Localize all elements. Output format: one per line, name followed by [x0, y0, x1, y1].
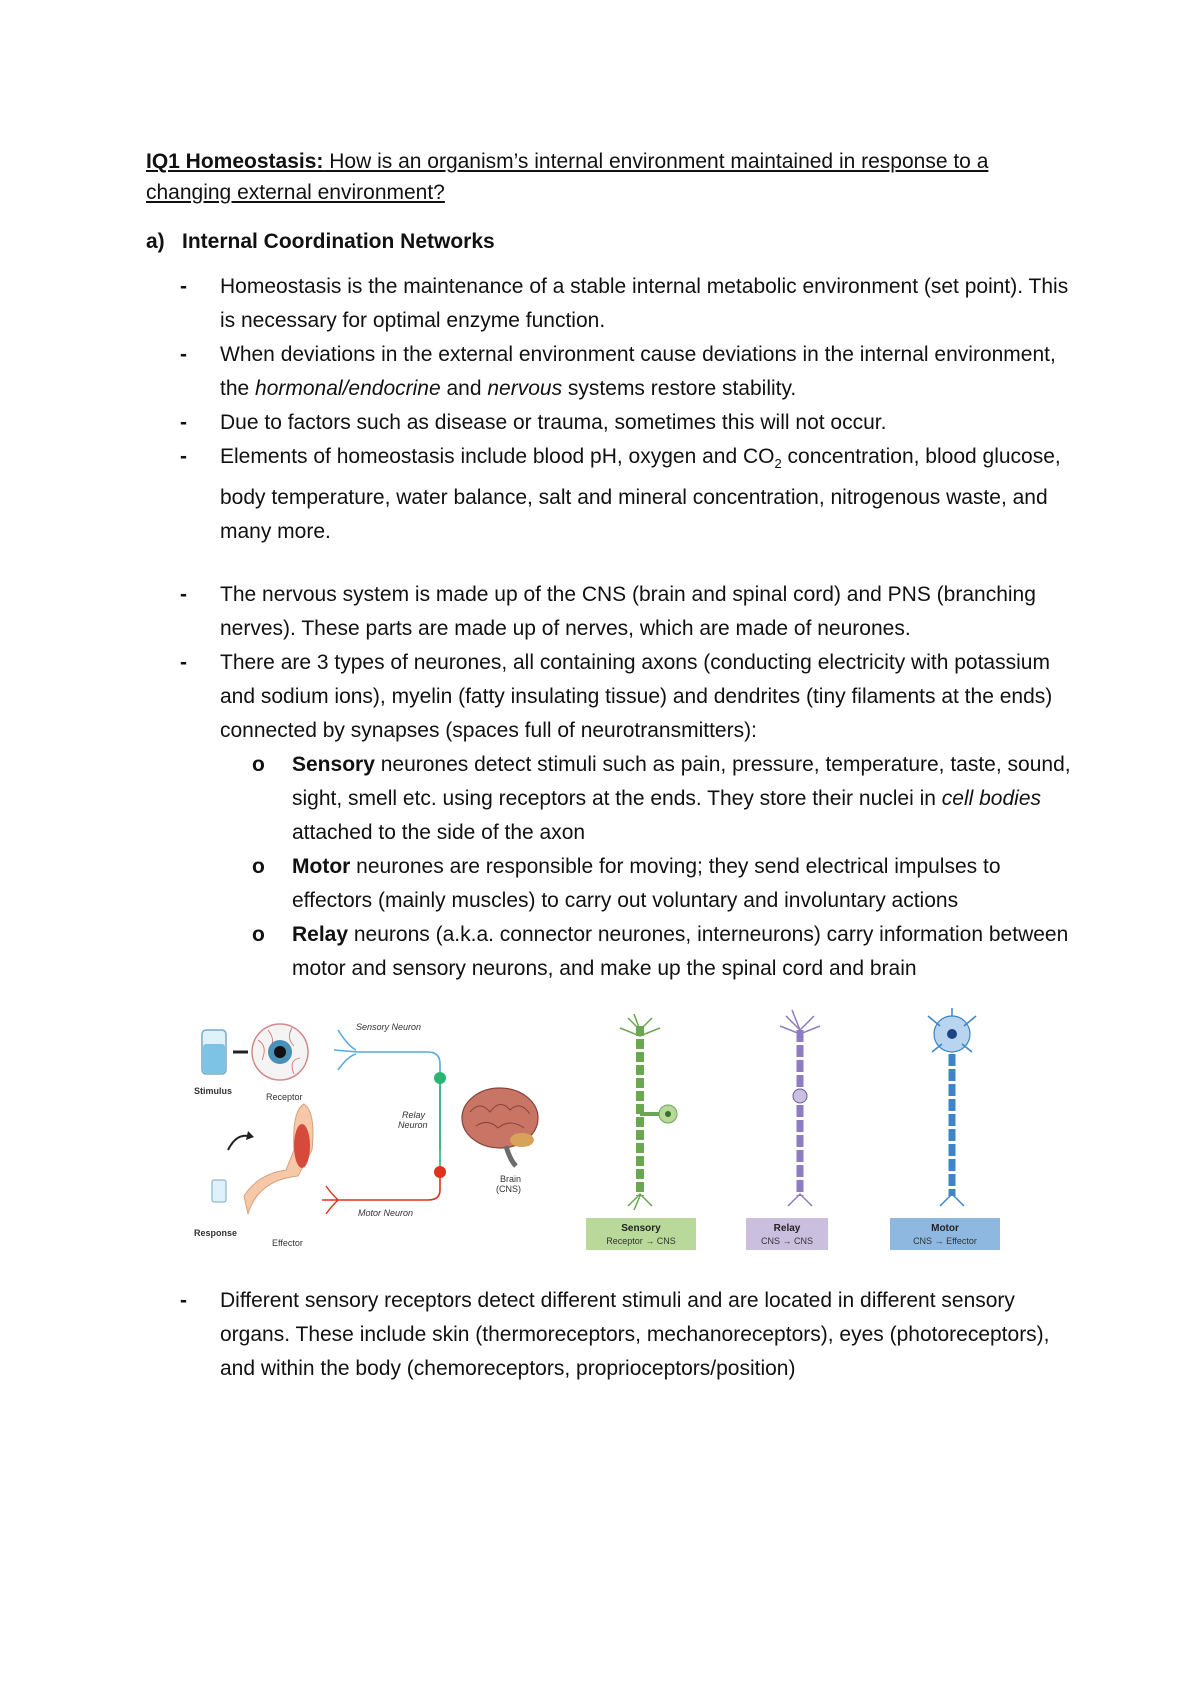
label-stimulus: Stimulus	[194, 1086, 233, 1096]
section-heading	[146, 226, 495, 257]
label-relay-2: Neuron	[398, 1120, 428, 1130]
list-item: - Due to factors such as disease or trauma, sometimes this will not occur.	[180, 406, 1080, 440]
title-question: How is an organism’s internal environment maintained in response to a changing external environment?	[146, 150, 989, 204]
list-item: - Different sensory receptors detect different stimuli and are located in different sensory organs. These include skin (thermoreceptors, mechanoreceptors), eyes (photoreceptors), and within the body (chemoreceptors, proprioceptors/position)	[180, 1284, 1080, 1386]
svg-text:CNS → Effector: CNS → Effector	[913, 1236, 977, 1246]
label-brain-2: (CNS)	[496, 1184, 521, 1194]
svg-text:Motor: Motor	[931, 1223, 959, 1234]
svg-text:Relay: Relay	[773, 1223, 801, 1234]
arm-icon	[212, 1104, 313, 1214]
label-brain-1: Brain	[500, 1174, 522, 1184]
label-receptor: Receptor	[266, 1092, 303, 1102]
page-title	[146, 146, 1066, 208]
relay-synapse-bottom	[434, 1166, 446, 1178]
list-item: - When deviations in the external environment cause deviations in the internal environment, the hormonal/endocrine and nervous systems restore stability.	[180, 338, 1080, 406]
label-relay-1: Relay	[402, 1110, 426, 1120]
section-letter: a)	[146, 230, 165, 253]
box-relay	[746, 1218, 828, 1250]
label-effector: Effector	[272, 1238, 303, 1248]
relay-neuron-icon	[780, 1010, 820, 1206]
title-code: IQ1 Homeostasis:	[146, 150, 324, 173]
svg-text:Sensory: Sensory	[621, 1223, 661, 1234]
sub-item-sensory: o Sensory neurones detect stimuli such as pain, pressure, temperature, taste, sound, sight, smell etc. using receptors at the ends. They store their nuclei in cell bodies attached to the side of the axon	[260, 748, 1080, 850]
sensory-neuron-icon	[620, 1014, 677, 1210]
sub-item-relay: o Relay neurons (a.k.a. connector neurones, interneurons) carry information between motor and sensory neurons, and make up the spinal cord and brain	[260, 918, 1080, 986]
svg-text:CNS → CNS: CNS → CNS	[760, 1236, 814, 1246]
box-sensory	[586, 1218, 696, 1250]
neuron-diagram	[188, 1000, 1068, 1260]
section-heading-text: Internal Coordination Networks	[182, 230, 495, 253]
bullet-list-receptors	[180, 1284, 1080, 1386]
list-item: - Elements of homeostasis include blood pH, oxygen and $CO_2$ concentration, blood glucose, body temperature, water balance, salt and mineral concentration, nitrogenous waste, and many more.	[180, 440, 1080, 549]
list-item: - Homeostasis is the maintenance of a stable internal metabolic environment (set point). This is necessary for optimal enzyme function.	[180, 270, 1080, 338]
beaker-icon	[202, 1030, 226, 1074]
eye-icon	[252, 1024, 308, 1080]
list-item: - The nervous system is made up of the CNS (brain and spinal cord) and PNS (branching nerves). These parts are made up of nerves, which are made of neurones.	[180, 578, 1080, 646]
brain-icon	[462, 1088, 538, 1166]
bullet-list-homeostasis	[180, 270, 1080, 549]
label-response: Response	[194, 1228, 238, 1238]
relay-synapse-top	[434, 1072, 446, 1084]
motor-neuron-icon	[928, 1008, 976, 1206]
bullet-list-nervous	[180, 578, 1080, 986]
svg-text:Receptor → CNS: Receptor → CNS	[606, 1236, 676, 1246]
box-motor	[890, 1218, 1000, 1250]
label-sensory-neuron: Sensory Neuron	[356, 1022, 422, 1032]
sub-item-motor: o Motor neurones are responsible for moving; they send electrical impulses to effectors (mainly muscles) to carry out voluntary and involuntary actions	[260, 850, 1080, 918]
label-motor-neuron: Motor Neuron	[358, 1208, 414, 1218]
list-item: - There are 3 types of neurones, all containing axons (conducting electricity with potassium and sodium ions), myelin (fatty insulating tissue) and dendrites (tiny filaments at the ends) connected by synapses (spaces full of neurotransmitters): o Sensory neurones detect stimuli such as pain, pressure, temperature, taste, sound, sight, smell etc. using receptors at the ends. They store their nuclei in cell bodies attached to the side of the axon o Motor neurones are responsible for moving; they send electrical impulses to effectors (mainly muscles) to carry out voluntary and involuntary actions o Relay neurons (a.k.a. connector neurones, interneurons) carry information between motor and sensory neurons, and make up the spinal cord and brain	[180, 646, 1080, 986]
neurone-types-list	[220, 748, 1080, 986]
